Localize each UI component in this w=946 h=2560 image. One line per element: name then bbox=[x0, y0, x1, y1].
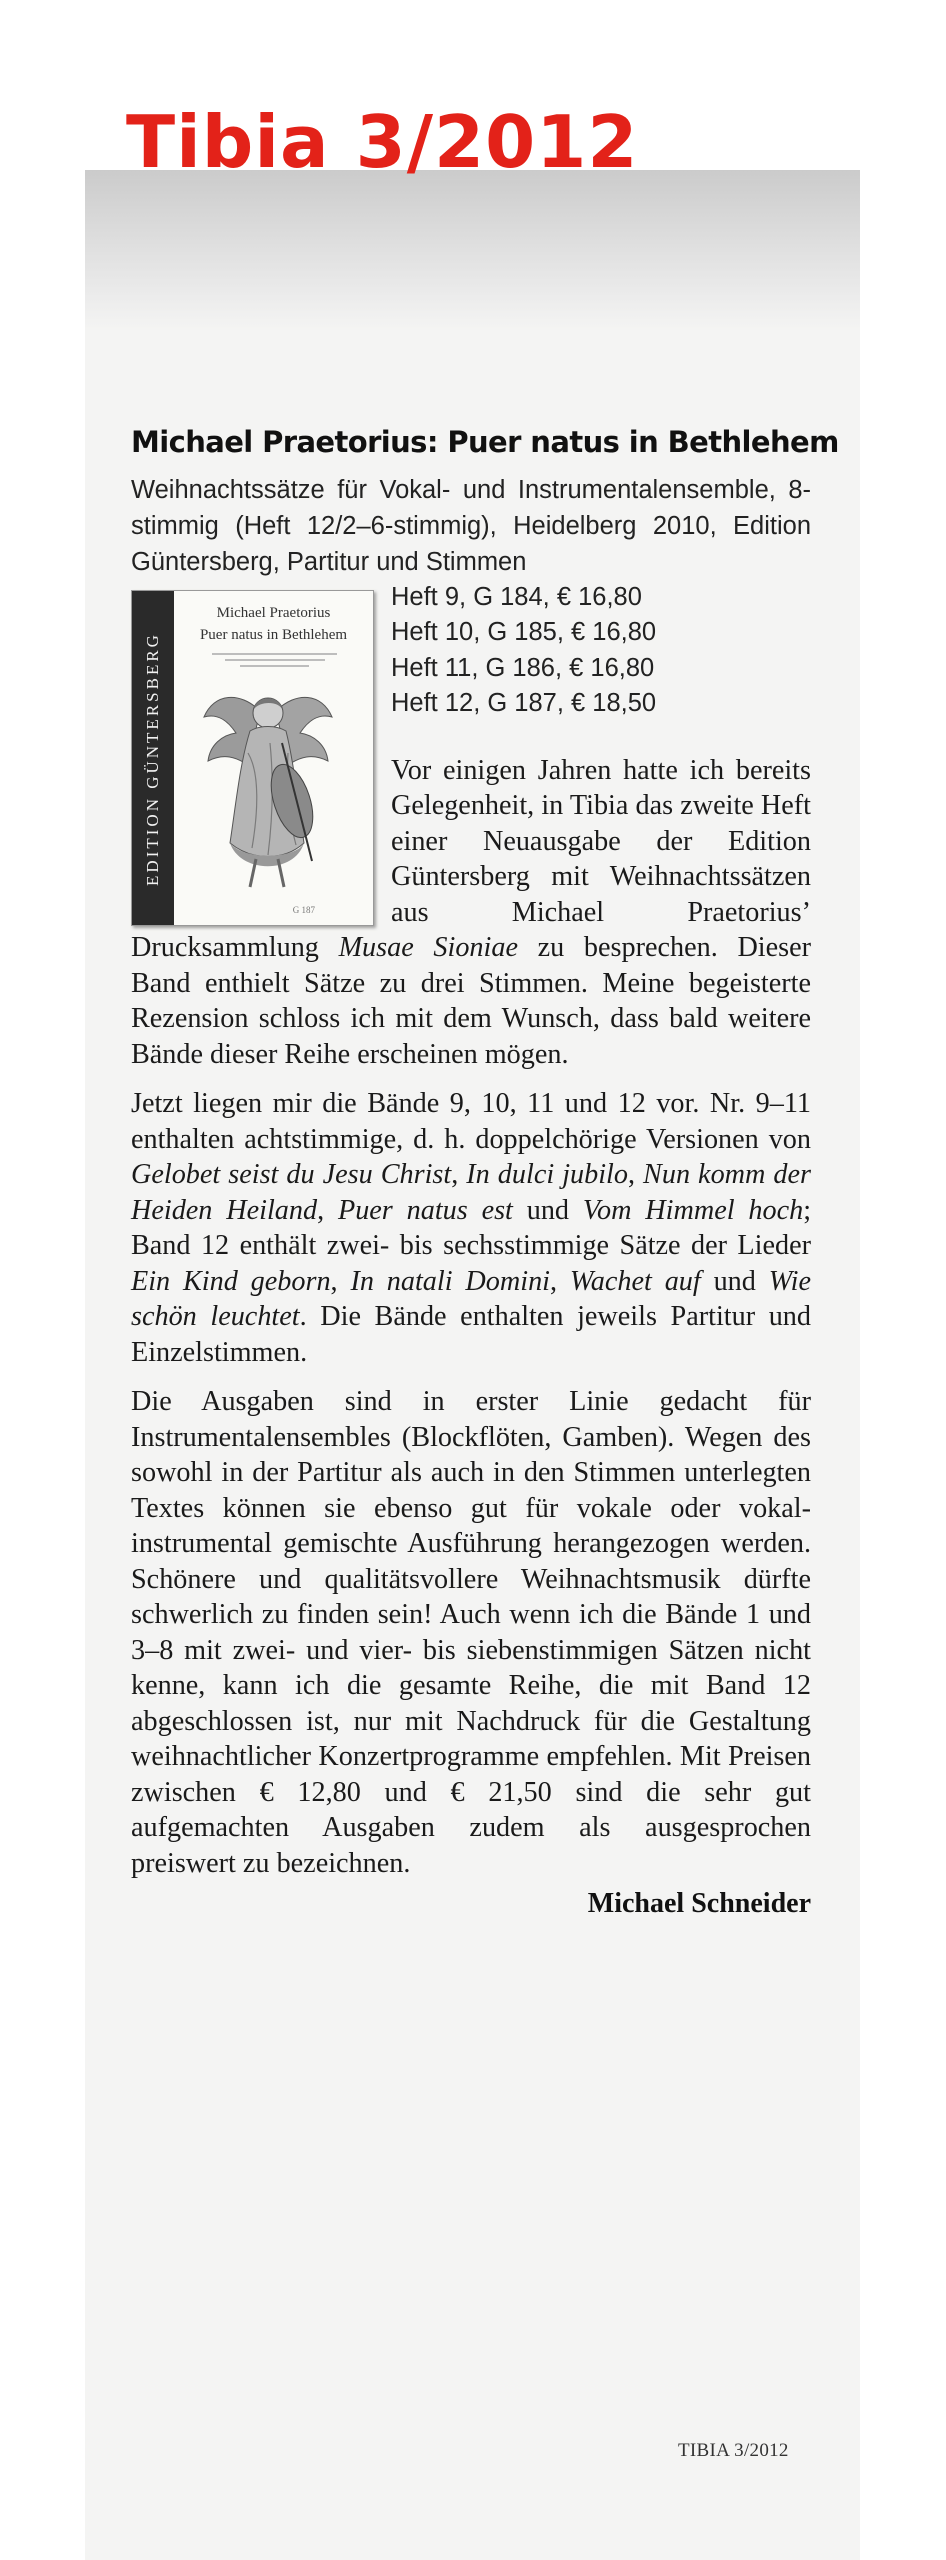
text-run: , bbox=[451, 1159, 467, 1191]
review-article bbox=[131, 425, 839, 1923]
italic-title: Nun komm der Heiden Heiland bbox=[131, 1159, 811, 1226]
book-cover-image bbox=[131, 590, 374, 926]
body-paragraph bbox=[131, 1384, 811, 1881]
cover-publisher: EDITION GÜNTERSBERG bbox=[143, 631, 162, 886]
text-run: , bbox=[317, 1194, 338, 1226]
edition-item: Heft 10, G 185, € 16,80 bbox=[391, 618, 657, 647]
cover-fine-print bbox=[212, 653, 337, 671]
italic-title: Vom Himmel hoch bbox=[582, 1194, 804, 1226]
cover-author: Michael Praetorius bbox=[216, 604, 331, 621]
text-run: , bbox=[550, 1265, 570, 1297]
text-run: ; Band 12 enthält zwei- bis sechsstimmige Sätze der Lieder bbox=[131, 1194, 812, 1262]
italic-title: Musae Sioniae bbox=[338, 932, 518, 964]
cover-code: G 187 bbox=[292, 904, 315, 915]
italic-title: Puer natus est bbox=[337, 1194, 513, 1226]
text-run: Vor einigen Jahren hatte ich bereits Gelegenheit, in Tibia das zweite Heft einer Neuausgabe der Edition Güntersberg mit Weihnachtssätzen aus Michael Praetorius’ Drucksammlung bbox=[131, 754, 811, 964]
body-paragraph bbox=[131, 1086, 811, 1370]
text-run: und bbox=[512, 1194, 583, 1226]
cover-spine bbox=[132, 591, 174, 925]
italic-title: Gelobet seist du Jesu Christ bbox=[131, 1159, 452, 1191]
text-run: Die Ausgaben sind in erster Linie gedacht für Instrumentalensembles (Blockflöten, Gamben). Wegen des sowohl in der Partitur als auch in den Stimmen unterlegten Textes können sie ebenso gut für vokale oder vokal-instrumental gemischte Ausführung herangezogen werden. Schönere und qualitätsvollere Weihnachtsmusik dürfte schwerlich zu finden sein! Auch wenn ich die Bände 1 und 3–8 mit zwei- und vier- bis siebenstimmigen Sätzen nicht kenne, kann ich die gesamte Reihe, die mit Band 12 abgeschlossen ist, nur mit Nachdruck für die Gestaltung weihnachtlicher Konzertprogramme empfehlen. Mit Preisen zwischen € 12,80 und € 21,50 sind die sehr gut aufgemachten Ausgaben zudem als ausgesprochen preiswert zu bezeichnen. bbox=[131, 1386, 811, 1879]
angel-illustration bbox=[200, 683, 335, 893]
italic-title: Wie schön leuchtet bbox=[131, 1265, 811, 1333]
text-run: , bbox=[330, 1265, 351, 1297]
edition-item: Heft 12, G 187, € 18,50 bbox=[391, 689, 657, 718]
page-footer: TIBIA 3/2012 bbox=[678, 2440, 789, 2461]
text-run: , bbox=[627, 1159, 644, 1191]
text-run: zu besprechen. Dieser Band enthielt Sätze zu drei Stimmen. Meine begeisterte Rezension schloss ich mit dem Wunsch, dass bald weitere Bände dieser Reihe erscheinen mögen. bbox=[131, 932, 812, 1070]
italic-title: Wachet auf bbox=[569, 1265, 701, 1297]
edition-item: Heft 11, G 186, € 16,80 bbox=[391, 653, 655, 682]
source-tag: Tibia 3/2012 bbox=[126, 100, 639, 184]
italic-title: In dulci jubilo bbox=[466, 1159, 628, 1191]
article-headline: Michael Praetorius: Puer natus in Bethlehem bbox=[131, 425, 839, 459]
italic-title: Ein Kind geborn bbox=[131, 1265, 331, 1297]
text-run: Jetzt liegen mir die Bände 9, 10, 11 und 12 vor. Nr. 9–11 enthalten achtstimmige, d. h. doppelchörige Versionen von bbox=[131, 1088, 811, 1155]
article-subtitle: Weihnachtssätze für Vokal- und Instrumentalensemble, 8-stimmig (Heft 12/2–6-stimmig), Heidelberg 2010, Edition Güntersberg, Partitur und Stimmen bbox=[131, 475, 811, 576]
edition-item: Heft 9, G 184, € 16,80 bbox=[391, 582, 642, 611]
header-band bbox=[85, 170, 860, 330]
cover-title: Puer natus in Bethlehem bbox=[199, 626, 348, 643]
italic-title: In natali Domini bbox=[350, 1265, 550, 1297]
author-signature: Michael Schneider bbox=[587, 1888, 811, 1920]
text-run: . Die Bände enthalten jeweils Partitur und Einzelstimmen. bbox=[131, 1301, 811, 1368]
text-run: und bbox=[700, 1265, 769, 1297]
